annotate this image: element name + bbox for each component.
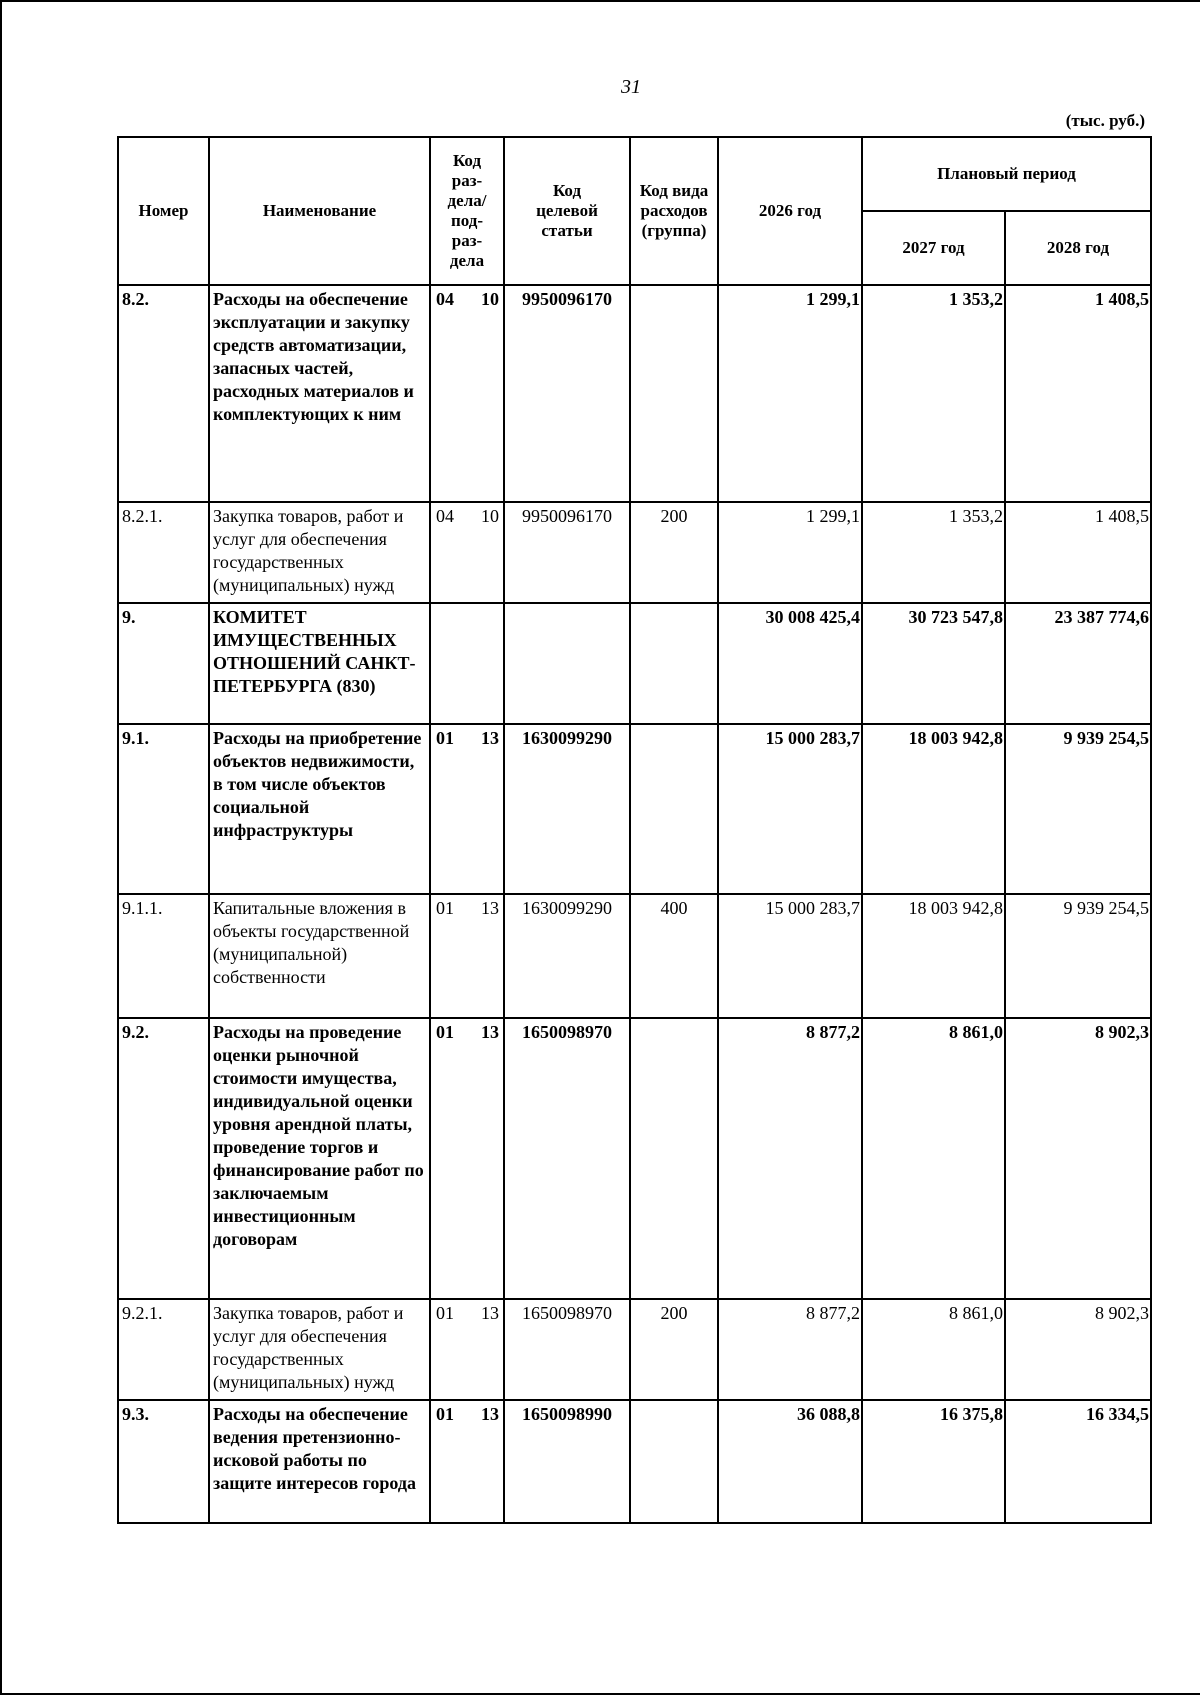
header-name: Наименование — [209, 137, 430, 285]
row-name: Закупка товаров, работ и услуг для обеспечения государственных (муниципальных) нужд — [209, 502, 430, 603]
row-section-code — [430, 603, 504, 724]
row-target-code — [504, 603, 630, 724]
subsection-code: 10 — [481, 506, 499, 526]
row-amount-2027: 30 723 547,8 — [862, 603, 1005, 724]
header-expense-type: Код вида расходов (группа) — [630, 137, 718, 285]
table-row — [118, 502, 1151, 603]
row-amount-2028: 9 939 254,5 — [1005, 894, 1151, 1018]
header-year-2028: 2028 год — [1005, 211, 1151, 285]
row-amount-2028: 8 902,3 — [1005, 1018, 1151, 1299]
row-name: Закупка товаров, работ и услуг для обеспечения государственных (муниципальных) нужд — [209, 1299, 430, 1400]
row-target-code: 9950096170 — [504, 502, 630, 603]
row-expense-group — [630, 724, 718, 894]
row-name: Расходы на обеспечение ведения претензионно-исковой работы по защите интересов города — [209, 1400, 430, 1523]
row-number: 9.1.1. — [118, 894, 209, 1018]
section-code: 01 — [436, 728, 454, 748]
row-section-code — [430, 894, 504, 1018]
row-expense-group — [630, 1400, 718, 1523]
table-row — [118, 603, 1151, 724]
header-row — [118, 137, 1151, 211]
header-planned-period: Плановый период — [862, 137, 1151, 211]
row-expense-group: 200 — [630, 1299, 718, 1400]
header-number: Номер — [118, 137, 209, 285]
row-section-code — [430, 285, 504, 502]
table-row — [118, 1018, 1151, 1299]
page-number: 31 — [621, 76, 641, 98]
section-code: 04 — [436, 289, 454, 309]
row-target-code: 9950096170 — [504, 285, 630, 502]
subsection-code: 13 — [481, 1404, 499, 1424]
row-target-code: 1630099290 — [504, 894, 630, 1018]
row-expense-group — [630, 1018, 718, 1299]
row-amount-2027: 16 375,8 — [862, 1400, 1005, 1523]
row-target-code: 1650098970 — [504, 1018, 630, 1299]
section-code: 04 — [436, 506, 454, 526]
units-label: (тыс. руб.) — [1065, 111, 1145, 130]
section-code: 01 — [436, 1303, 454, 1323]
row-name: Капитальные вложения в объекты государственной (муниципальной) собственности — [209, 894, 430, 1018]
row-number: 8.2.1. — [118, 502, 209, 603]
row-amount-2028: 1 408,5 — [1005, 285, 1151, 502]
subsection-code: 13 — [481, 898, 499, 918]
row-amount-2028: 8 902,3 — [1005, 1299, 1151, 1400]
header-section-code: Код раз- дела/ под- раз- дела — [430, 137, 504, 285]
header-year-2027: 2027 год — [862, 211, 1005, 285]
row-number: 8.2. — [118, 285, 209, 502]
row-expense-group: 200 — [630, 502, 718, 603]
row-amount-2027: 1 353,2 — [862, 285, 1005, 502]
row-section-code — [430, 1299, 504, 1400]
row-section-code — [430, 502, 504, 603]
row-amount-2026: 36 088,8 — [718, 1400, 862, 1523]
row-name: КОМИТЕТ ИМУЩЕСТВЕННЫХ ОТНОШЕНИЙ САНКТ-ПЕТЕРБУРГА (830) — [209, 603, 430, 724]
table-body — [118, 285, 1151, 1523]
row-amount-2028: 9 939 254,5 — [1005, 724, 1151, 894]
row-amount-2026: 15 000 283,7 — [718, 724, 862, 894]
row-amount-2028: 1 408,5 — [1005, 502, 1151, 603]
row-number: 9. — [118, 603, 209, 724]
budget-table — [117, 136, 1152, 1524]
row-number: 9.2. — [118, 1018, 209, 1299]
table-row — [118, 724, 1151, 894]
row-expense-group: 400 — [630, 894, 718, 1018]
row-amount-2026: 1 299,1 — [718, 502, 862, 603]
subsection-code: 10 — [481, 289, 499, 309]
section-code: 01 — [436, 898, 454, 918]
row-amount-2026: 1 299,1 — [718, 285, 862, 502]
row-amount-2028: 23 387 774,6 — [1005, 603, 1151, 724]
row-target-code: 1650098990 — [504, 1400, 630, 1523]
row-name: Расходы на обеспечение эксплуатации и закупку средств автоматизации, запасных частей, расходных материалов и комплектующих к ним — [209, 285, 430, 502]
subsection-code: 13 — [481, 728, 499, 748]
section-code: 01 — [436, 1022, 454, 1042]
row-section-code — [430, 1400, 504, 1523]
row-name: Расходы на проведение оценки рыночной стоимости имущества, индивидуальной оценки уровня арендной платы, проведение торгов и финансирование работ по заключаемым инвестиционным договорам — [209, 1018, 430, 1299]
subsection-code: 13 — [481, 1303, 499, 1323]
row-name: Расходы на приобретение объектов недвижимости, в том числе объектов социальной инфраструктуры — [209, 724, 430, 894]
row-number: 9.1. — [118, 724, 209, 894]
row-amount-2026: 8 877,2 — [718, 1018, 862, 1299]
row-section-code — [430, 724, 504, 894]
table-row — [118, 894, 1151, 1018]
row-amount-2027: 1 353,2 — [862, 502, 1005, 603]
row-amount-2028: 16 334,5 — [1005, 1400, 1151, 1523]
row-amount-2026: 30 008 425,4 — [718, 603, 862, 724]
row-amount-2027: 8 861,0 — [862, 1299, 1005, 1400]
header-target-code: Код целевой статьи — [504, 137, 630, 285]
table-row — [118, 1400, 1151, 1523]
section-code: 01 — [436, 1404, 454, 1424]
header-year-2026: 2026 год — [718, 137, 862, 285]
row-amount-2026: 15 000 283,7 — [718, 894, 862, 1018]
row-target-code: 1650098970 — [504, 1299, 630, 1400]
row-amount-2027: 18 003 942,8 — [862, 724, 1005, 894]
row-section-code — [430, 1018, 504, 1299]
row-expense-group — [630, 603, 718, 724]
row-amount-2026: 8 877,2 — [718, 1299, 862, 1400]
table-row — [118, 285, 1151, 502]
row-expense-group — [630, 285, 718, 502]
row-amount-2027: 8 861,0 — [862, 1018, 1005, 1299]
row-number: 9.3. — [118, 1400, 209, 1523]
row-amount-2027: 18 003 942,8 — [862, 894, 1005, 1018]
row-number: 9.2.1. — [118, 1299, 209, 1400]
table-row — [118, 1299, 1151, 1400]
subsection-code: 13 — [481, 1022, 499, 1042]
row-target-code: 1630099290 — [504, 724, 630, 894]
